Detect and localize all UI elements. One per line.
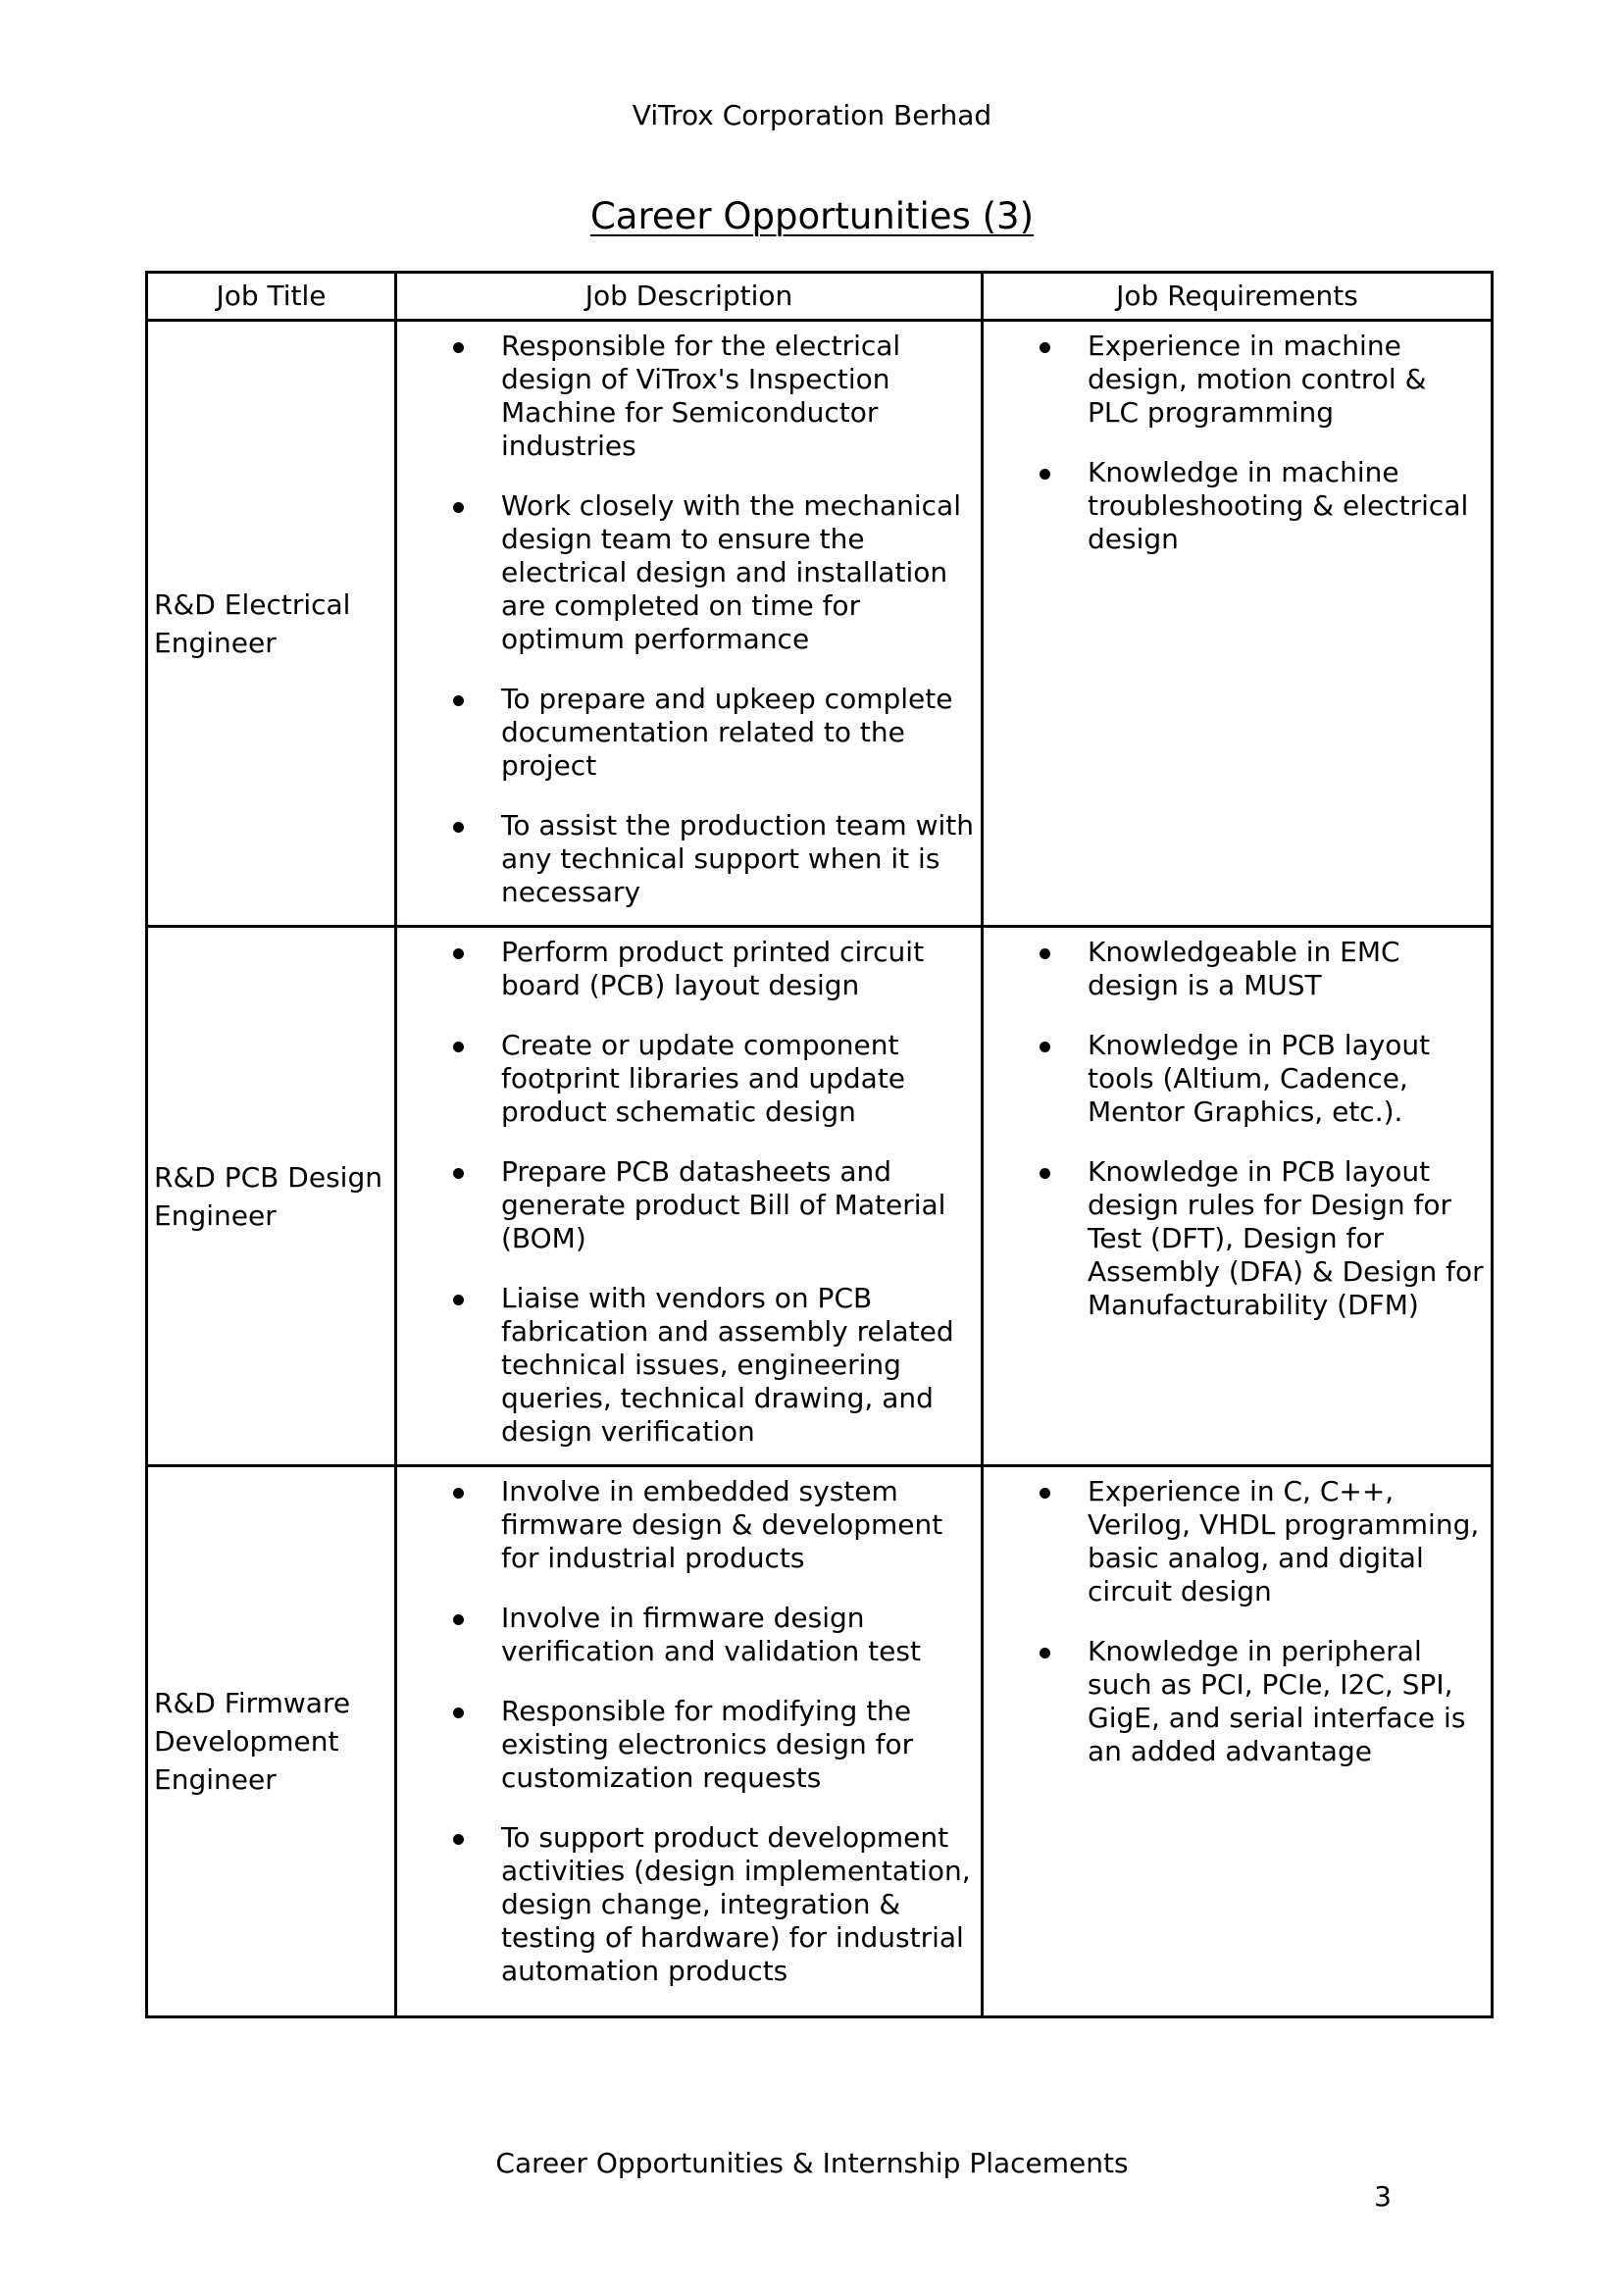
bullet-icon xyxy=(1040,469,1050,480)
column-header-job-requirements: Job Requirements xyxy=(983,273,1493,321)
bullet-icon xyxy=(1040,1168,1050,1179)
page-footer: Career Opportunities & Internship Placements xyxy=(495,2147,1129,2179)
bullet-icon xyxy=(453,1834,464,1845)
bullet-icon xyxy=(1040,1488,1050,1499)
table-row xyxy=(147,321,1493,927)
column-header-job-title: Job Title xyxy=(147,273,396,321)
list-item: Knowledgeable in EMC design is a MUST xyxy=(984,936,1485,1002)
list-item: Create or update component footprint libraries and update product schematic design xyxy=(397,1029,975,1129)
list-item: Perform product printed circuit board (PCB) layout design xyxy=(397,936,975,1002)
bullet-icon xyxy=(453,822,464,833)
bullet-icon xyxy=(453,1295,464,1305)
bullet-icon xyxy=(1040,1648,1050,1658)
job-description-list xyxy=(397,1475,975,1988)
bullet-icon xyxy=(453,695,464,706)
bullet-icon xyxy=(453,1614,464,1625)
job-description-cell xyxy=(396,927,983,1466)
bullet-icon xyxy=(453,1042,464,1052)
bullet-icon xyxy=(453,1708,464,1718)
page-title xyxy=(0,194,1624,239)
list-item: Knowledge in machine troubleshooting & electrical design xyxy=(984,456,1485,556)
list-item: Knowledge in PCB layout tools (Altium, Cadence, Mentor Graphics, etc.). xyxy=(984,1029,1485,1129)
page-header: ViTrox Corporation Berhad xyxy=(632,99,992,131)
job-title: R&D PCB Design Engineer xyxy=(154,1160,382,1232)
job-description-list xyxy=(397,936,975,1449)
bullet-icon xyxy=(453,1488,464,1499)
list-item: Knowledge in PCB layout design rules for Design for Test (DFT), Design for Assembly (DFA) & Design for Manufacturability (DFM) xyxy=(984,1155,1485,1322)
job-requirements-cell xyxy=(983,1466,1493,2017)
page-number: 3 xyxy=(1374,2180,1392,2213)
bullet-icon xyxy=(453,502,464,513)
list-item: To support product development activities (design implementation, design change, integration & testing of hardware) for industrial automation products xyxy=(397,1821,975,1988)
list-item: Involve in firmware design verification and validation test xyxy=(397,1602,975,1668)
job-requirements-cell xyxy=(983,321,1493,927)
page-title-text: Career Opportunities (3) xyxy=(589,195,1035,237)
list-item: Experience in C, C++, Verilog, VHDL programming, basic analog, and digital circuit design xyxy=(984,1475,1485,1608)
table-row xyxy=(147,1466,1493,2017)
job-title-cell xyxy=(147,927,396,1466)
list-item: Responsible for the electrical design of ViTrox's Inspection Machine for Semiconductor industries xyxy=(397,330,975,463)
job-title: R&D Firmware Development Engineer xyxy=(154,1687,351,1796)
job-description-cell xyxy=(396,321,983,927)
job-description-cell xyxy=(396,1466,983,2017)
list-item: Liaise with vendors on PCB fabrication and assembly related technical issues, engineering queries, technical drawing, and design verification xyxy=(397,1282,975,1449)
list-item: Involve in embedded system firmware design & development for industrial products xyxy=(397,1475,975,1575)
bullet-icon xyxy=(1040,1042,1050,1052)
job-requirements-list xyxy=(984,936,1485,1322)
bullet-icon xyxy=(1040,342,1050,353)
bullet-icon xyxy=(1040,948,1050,959)
list-item: Experience in machine design, motion control & PLC programming xyxy=(984,330,1485,430)
job-requirements-list xyxy=(984,1475,1485,1768)
list-item: Work closely with the mechanical design team to ensure the electrical design and installation are completed on time for optimum performance xyxy=(397,489,975,656)
bullet-icon xyxy=(453,1168,464,1179)
job-title: R&D Electrical Engineer xyxy=(154,587,351,659)
table-header-row xyxy=(147,273,1493,321)
list-item: Responsible for modifying the existing electronics design for customization requests xyxy=(397,1695,975,1795)
column-header-job-description: Job Description xyxy=(396,273,983,321)
job-requirements-list xyxy=(984,330,1485,556)
list-item: To assist the production team with any technical support when it is necessary xyxy=(397,809,975,909)
job-title-cell xyxy=(147,1466,396,2017)
job-title-cell xyxy=(147,321,396,927)
list-item: To prepare and upkeep complete documentation related to the project xyxy=(397,683,975,783)
job-description-list xyxy=(397,330,975,909)
bullet-icon xyxy=(453,948,464,959)
list-item: Prepare PCB datasheets and generate product Bill of Material (BOM) xyxy=(397,1155,975,1255)
table-row xyxy=(147,927,1493,1466)
list-item: Knowledge in peripheral such as PCI, PCIe, I2C, SPI, GigE, and serial interface is an added advantage xyxy=(984,1635,1485,1768)
career-table xyxy=(145,271,1494,2018)
bullet-icon xyxy=(453,342,464,353)
job-requirements-cell xyxy=(983,927,1493,1466)
